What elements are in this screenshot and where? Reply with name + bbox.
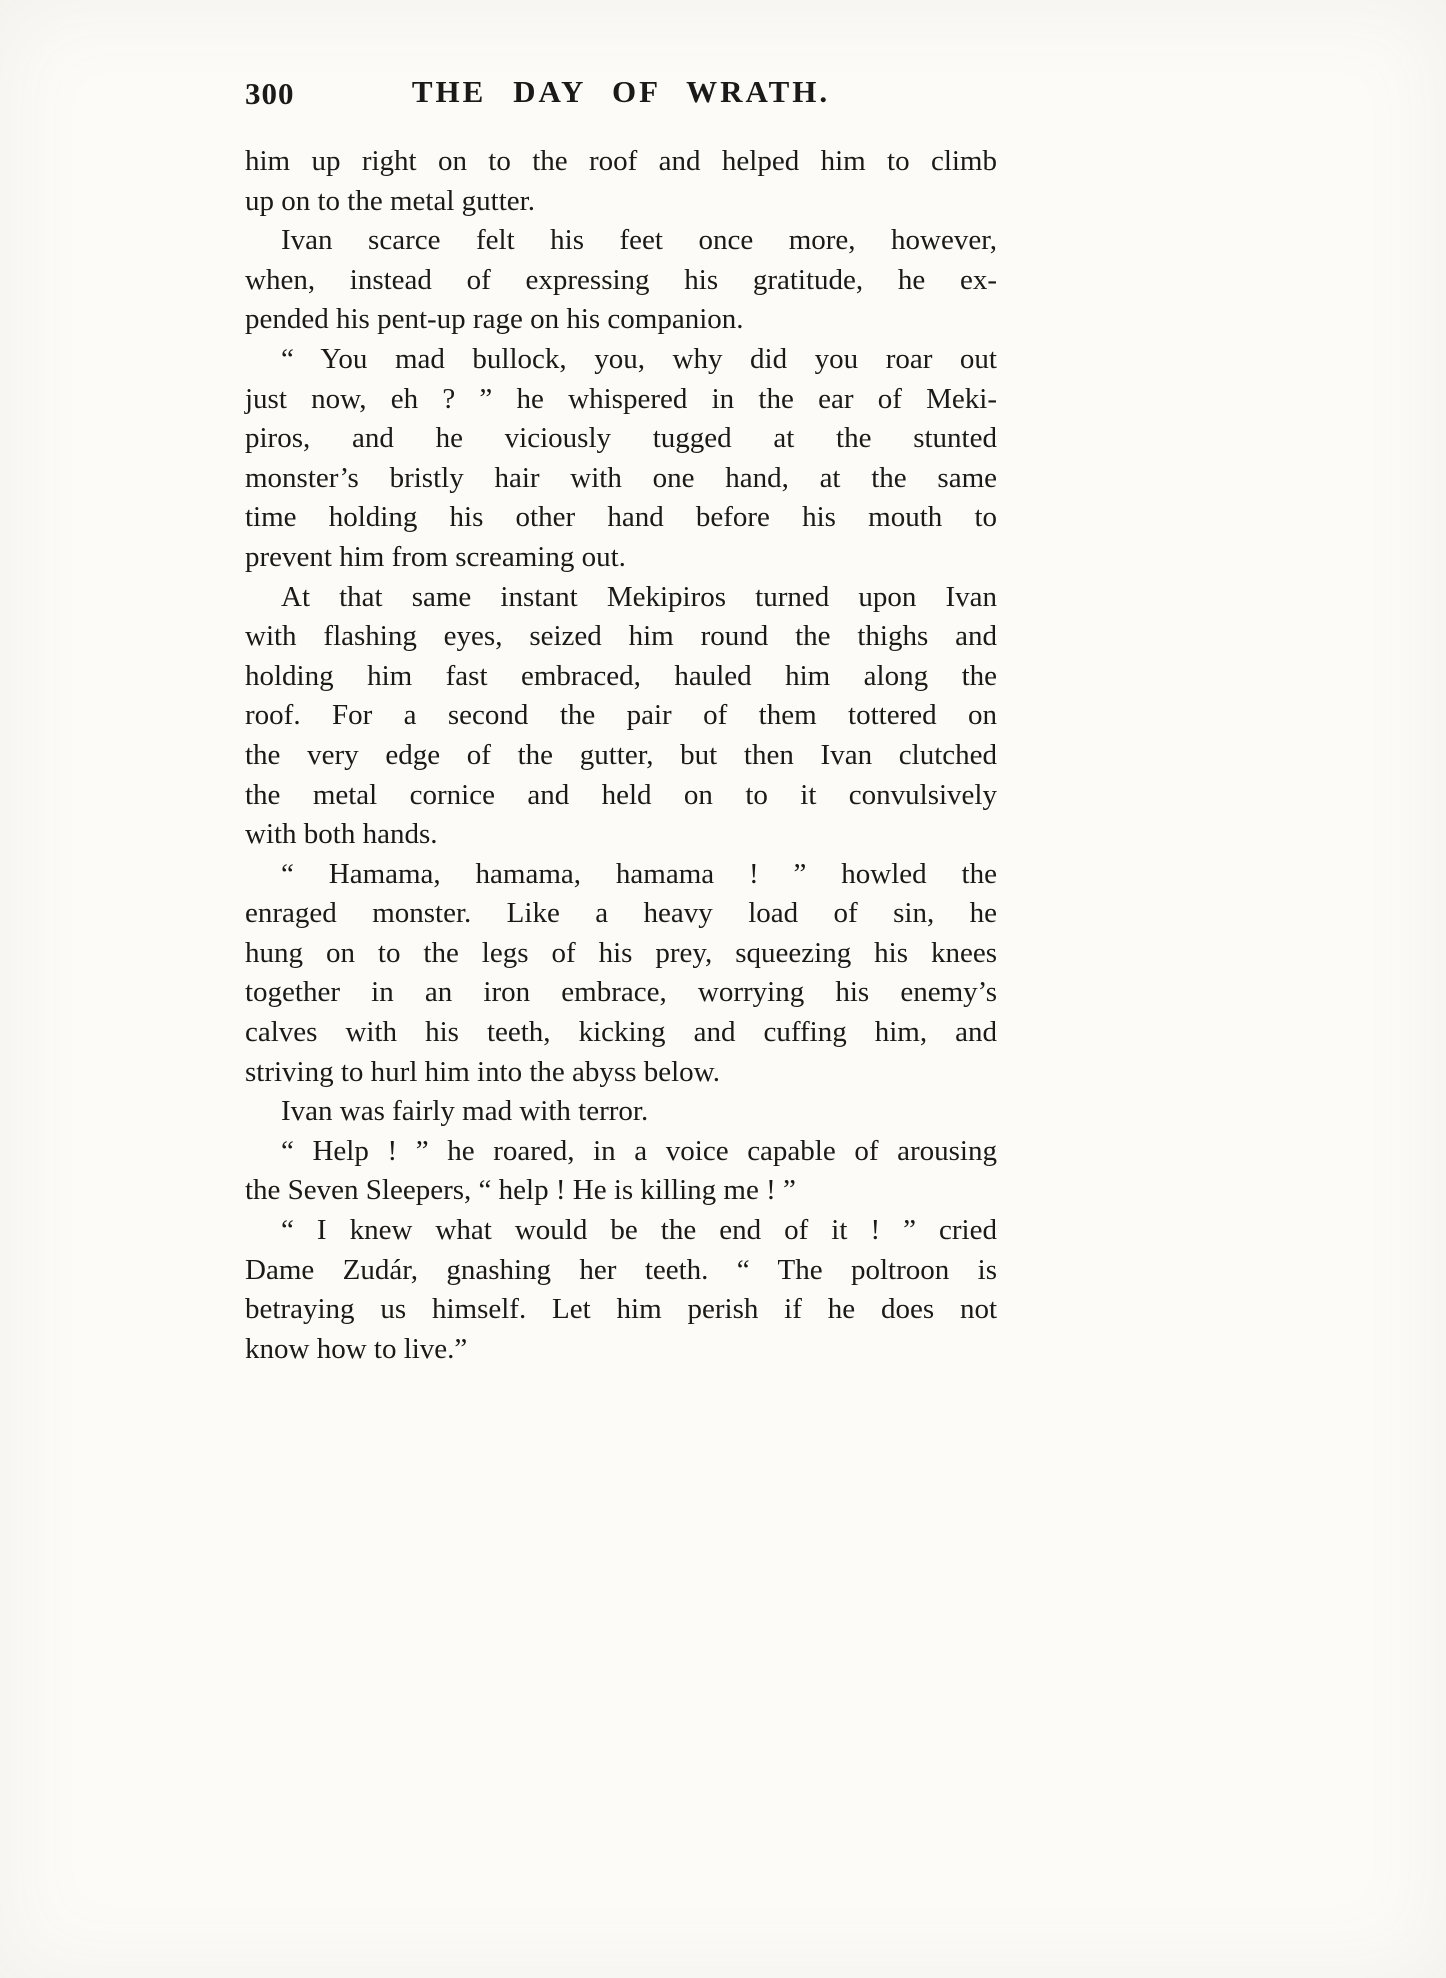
- text-line: Dame Zudár, gnashing her teeth. “ The poltroon is: [245, 1253, 997, 1286]
- text-line: enraged monster. Like a heavy load of sin, he: [245, 897, 997, 930]
- text-line: roof. For a second the pair of them tottered on: [245, 699, 997, 732]
- paragraph: [245, 1211, 997, 1369]
- paragraph: [245, 578, 997, 855]
- text-line: “ Help ! ” he roared, in a voice capable of arousing: [281, 1134, 997, 1167]
- text-line: At that same instant Mekipiros turned upon Ivan: [281, 580, 997, 613]
- paragraph: [245, 221, 997, 340]
- text-line: Ivan was fairly mad with terror.: [281, 1095, 649, 1128]
- text-line: the metal cornice and held on to it convulsively: [245, 778, 997, 811]
- text-line: hung on to the legs of his prey, squeezing his knees: [245, 936, 997, 969]
- text-line: know how to live.”: [245, 1332, 468, 1365]
- text-line: time holding his other hand before his mouth to: [245, 501, 997, 534]
- text-line: Ivan scarce felt his feet once more, however,: [281, 224, 997, 257]
- page-number: 300: [245, 76, 295, 111]
- text-line: pended his pent-up rage on his companion.: [245, 303, 744, 336]
- text-line: “ Hamama, hamama, hamama ! ” howled the: [281, 857, 997, 890]
- text-line: prevent him from screaming out.: [245, 540, 626, 573]
- paragraph: [245, 340, 997, 578]
- text-line: “ You mad bullock, you, why did you roar out: [281, 342, 997, 375]
- paragraph: [245, 142, 997, 221]
- text-line: him up right on to the roof and helped him to climb: [245, 145, 997, 177]
- text-line: together in an iron embrace, worrying his enemy’s: [245, 976, 997, 1009]
- text-line: just now, eh ? ” he whispered in the ear of Meki-: [245, 382, 997, 415]
- text-line: calves with his teeth, kicking and cuffing him, and: [245, 1016, 997, 1049]
- paragraph: [245, 1092, 997, 1132]
- text-line: the Seven Sleepers, “ help ! He is killing me ! ”: [245, 1174, 796, 1207]
- text-line: up on to the metal gutter.: [245, 184, 535, 217]
- text-line: with flashing eyes, seized him round the thighs and: [245, 620, 997, 653]
- paragraph: [245, 855, 997, 1093]
- text-line: betraying us himself. Let him perish if he does not: [245, 1293, 997, 1326]
- paragraph: [245, 1132, 997, 1211]
- page-header: [245, 74, 997, 118]
- text-line: holding him fast embraced, hauled him along the: [245, 659, 997, 692]
- text-line: the very edge of the gutter, but then Ivan clutched: [245, 738, 997, 771]
- text-line: piros, and he viciously tugged at the stunted: [245, 422, 997, 455]
- text-line: monster’s bristly hair with one hand, at the same: [245, 461, 997, 494]
- text-line: striving to hurl him into the abyss below.: [245, 1055, 720, 1088]
- text-line: “ I knew what would be the end of it ! ” cried: [281, 1214, 997, 1247]
- page-body: [245, 142, 997, 1369]
- running-title: THE DAY OF WRATH.: [411, 74, 831, 109]
- text-line: with both hands.: [245, 818, 438, 851]
- text-line: when, instead of expressing his gratitude, he ex-: [245, 263, 997, 296]
